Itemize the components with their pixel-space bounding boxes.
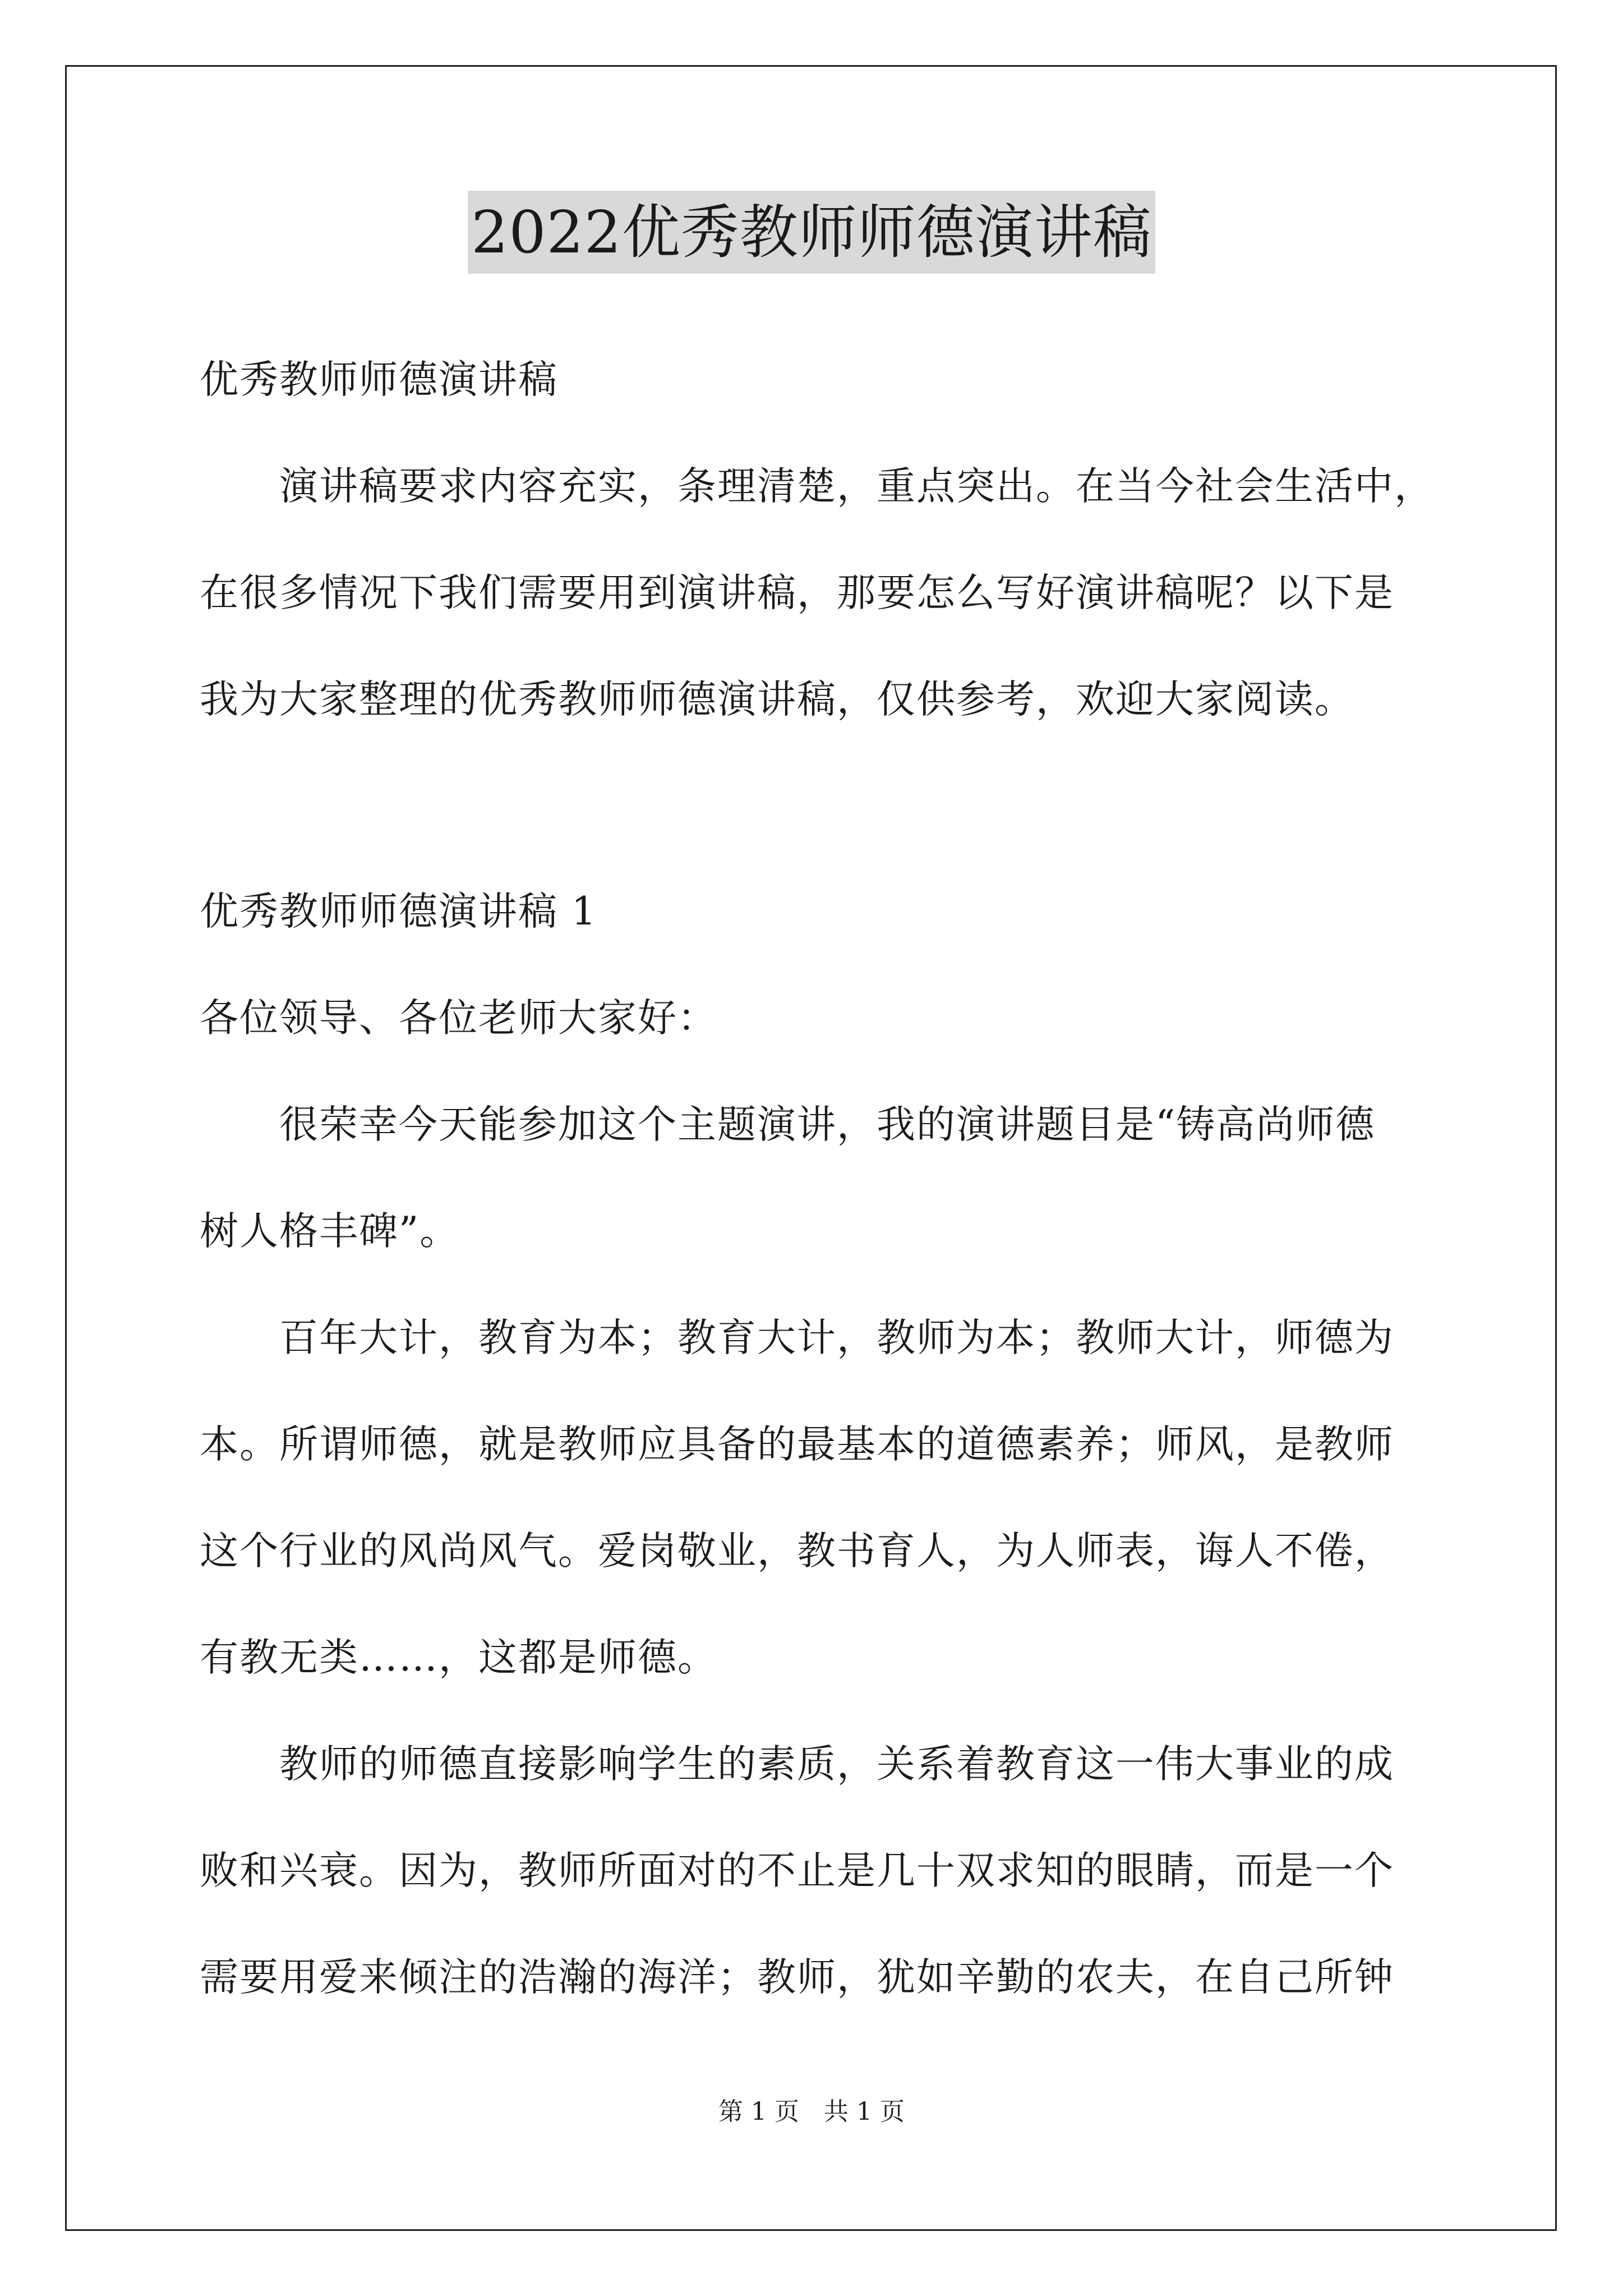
page-footer: 第 1 页 共 1 页 [718, 2097, 905, 2126]
paragraph-line: 有教无类……，这都是师德。 [200, 1635, 717, 1680]
paragraph-line: 本。所谓师德，就是教师应具备的最基本的道德素养；师风，是教师 [200, 1422, 1394, 1467]
greeting: 各位领导、各位老师大家好： [200, 996, 717, 1041]
section-heading: 优秀教师师德演讲稿 1 [200, 889, 597, 934]
paragraph-line: 这个行业的风尚风气。爱岗敬业，教书育人，为人师表，诲人不倦， [200, 1529, 1394, 1573]
intro-line: 演讲稿要求内容充实，条理清楚，重点突出。在当今社会生活中， [200, 464, 1434, 509]
paragraph-line: 教师的师德直接影响学生的素质，关系着教育这一伟大事业的成 [200, 1742, 1394, 1787]
document-title-text: 2022优秀教师师德演讲稿 [468, 191, 1155, 274]
document-subtitle: 优秀教师师德演讲稿 [200, 357, 558, 402]
paragraph-line: 败和兴衰。因为，教师所面对的不止是几十双求知的眼睛，而是一个 [200, 1848, 1394, 1893]
paragraph-line: 很荣幸今天能参加这个主题演讲，我的演讲题目是“铸高尚师德 [200, 1102, 1376, 1147]
document-title [0, 191, 1623, 274]
intro-line: 我为大家整理的优秀教师师德演讲稿，仅供参考，欢迎大家阅读。 [200, 677, 1354, 722]
paragraph-line: 树人格丰碑”。 [200, 1209, 460, 1254]
paragraph-line: 百年大计，教育为本；教育大计，教师为本；教师大计，师德为 [200, 1315, 1394, 1360]
intro-line: 在很多情况下我们需要用到演讲稿，那要怎么写好演讲稿呢？以下是 [200, 570, 1394, 615]
paragraph-line: 需要用爱来倾注的浩瀚的海洋；教师，犹如辛勤的农夫，在自己所钟 [200, 1955, 1394, 2000]
